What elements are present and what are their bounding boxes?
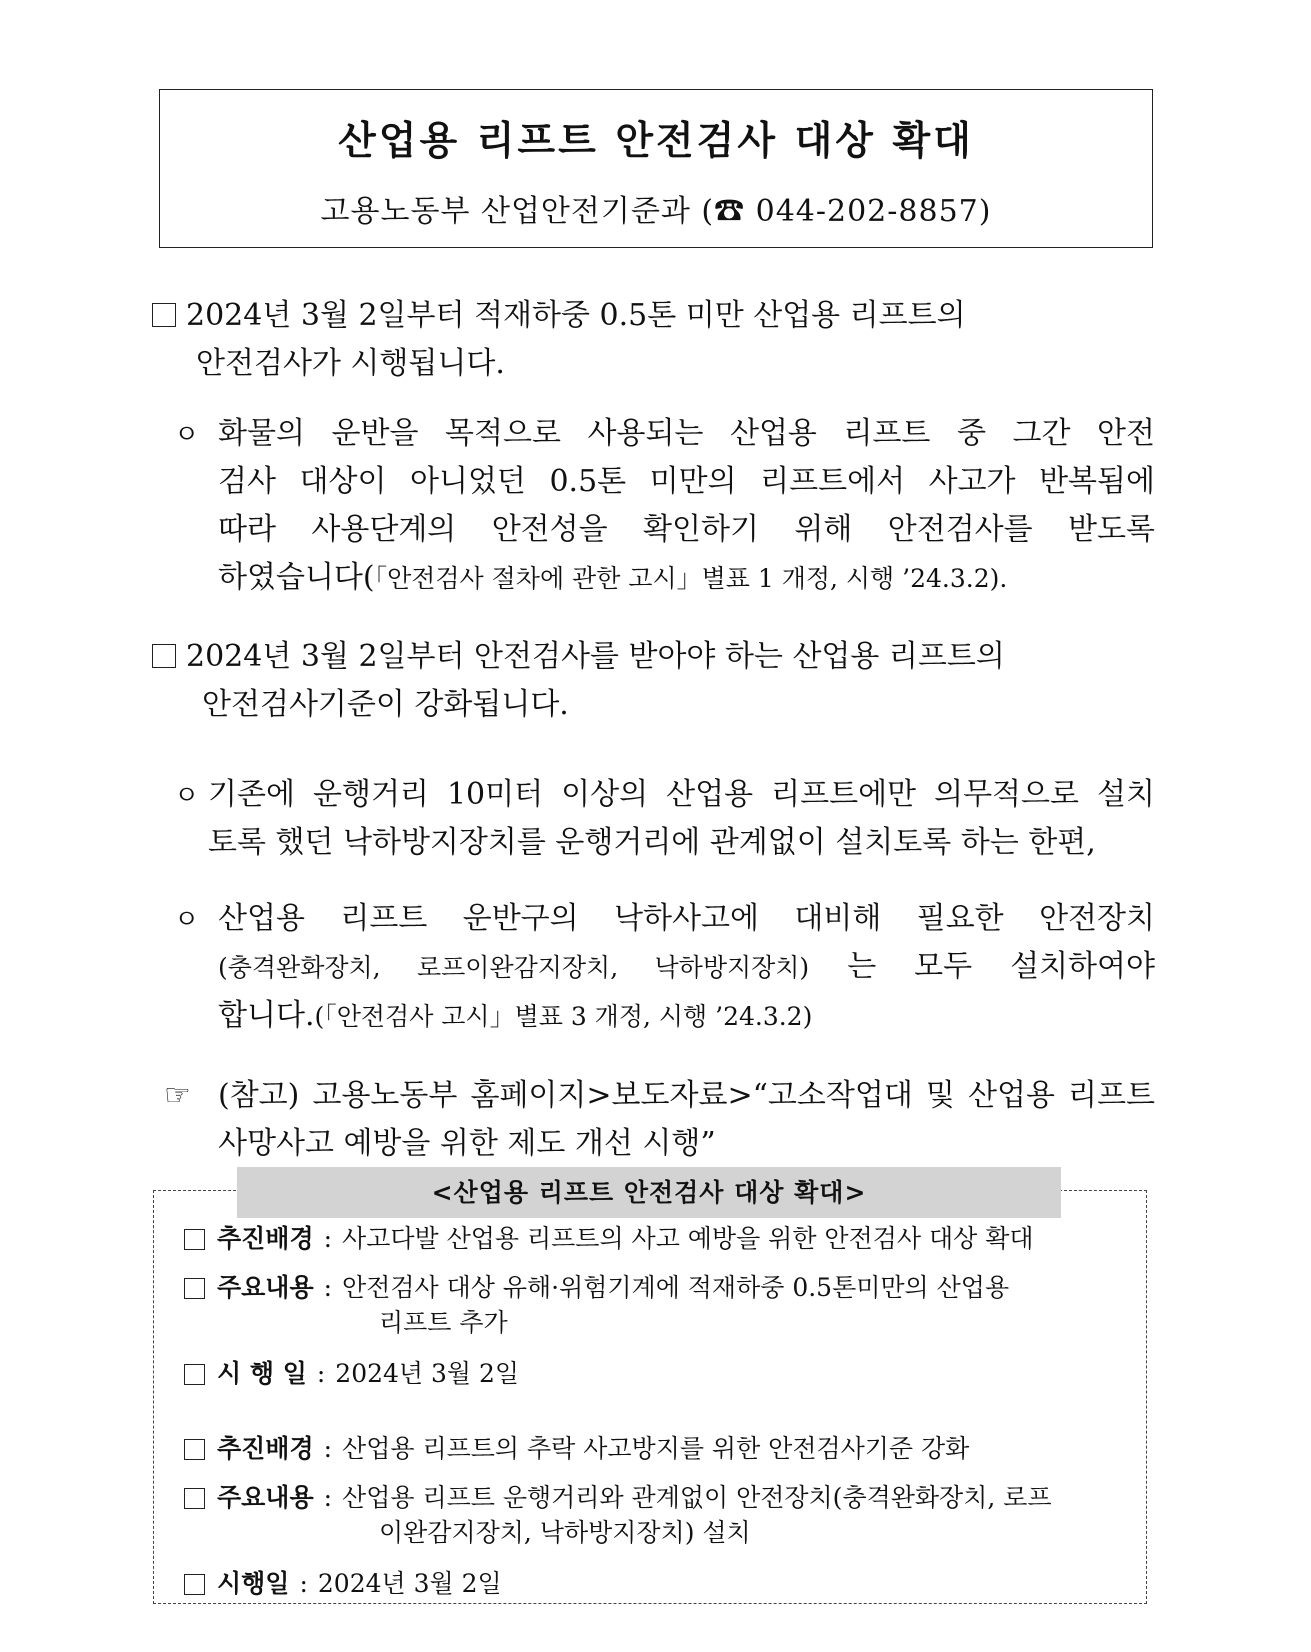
summary-title: <산업용 리프트 안전검사 대상 확대> bbox=[237, 1167, 1061, 1218]
section-1-bullet-line-4: 하였습니다( bbox=[218, 560, 375, 595]
checkbox-square-icon bbox=[152, 644, 176, 668]
section-2-heading bbox=[152, 633, 1005, 729]
section-2-line-1: 2024년 3월 2일부터 안전검사를 받아야 하는 산업용 리프트의 bbox=[186, 639, 1005, 674]
summary-label: 시행일 bbox=[217, 1569, 290, 1598]
section-2-bullet-2-reference: (「안전검사 고시」별표 3 개정, 시행 ’24.3.2) bbox=[314, 1002, 813, 1031]
reference-note bbox=[218, 1072, 1155, 1168]
section-1-bullet-line-2: 검사 대상이 아니었던 0.5톤 미만의 리프트에서 사고가 반복됨에 bbox=[218, 464, 1155, 499]
section-1-bullet-line-3: 따라 사용단계의 안전성을 확인하기 위해 안전검사를 받도록 bbox=[218, 512, 1155, 547]
summary-item-background-2: 추진배경 : 산업용 리프트의 추락 사고방지를 위한 안전검사기준 강화 bbox=[184, 1432, 969, 1466]
reference-line-2: 사망사고 예방을 위한 제도 개선 시행” bbox=[218, 1126, 716, 1161]
section-2-bullet-2-devices: (충격완화장치, 로프이완감지장치, 낙하방지장치) bbox=[218, 953, 810, 982]
checkbox-square-icon bbox=[184, 1364, 205, 1385]
section-2-bullet-2 bbox=[218, 895, 1155, 1041]
summary-text: 2024년 3월 2일 bbox=[335, 1359, 520, 1388]
summary-item-date-2: 시행일 : 2024년 3월 2일 bbox=[184, 1567, 502, 1601]
summary-text: 안전검사 대상 유해·위험기계에 적재하중 0.5톤미만의 산업용 bbox=[342, 1273, 1010, 1302]
page-title: 산업용 리프트 안전검사 대상 확대 bbox=[338, 118, 974, 164]
summary-label: 시 행 일 bbox=[217, 1359, 307, 1388]
summary-text: 산업용 리프트의 추락 사고방지를 위한 안전검사기준 강화 bbox=[342, 1434, 970, 1463]
summary-text: 산업용 리프트 운행거리와 관계없이 안전장치(충격완화장치, 로프 bbox=[342, 1483, 1052, 1512]
section-2-bullet-1 bbox=[208, 771, 1155, 867]
section-1-line-1: 2024년 3월 2일부터 적재하중 0.5톤 미만 산업용 리프트의 bbox=[186, 298, 966, 333]
section-1-heading bbox=[152, 292, 966, 388]
bullet-circle-icon: ㅇ bbox=[174, 781, 200, 811]
summary-item-content-2-cont: 이완감지장치, 낙하방지장치) 설치 bbox=[379, 1518, 751, 1547]
summary-item-date-1: 시 행 일 : 2024년 3월 2일 bbox=[184, 1357, 519, 1391]
section-2-line-2: 안전검사기준이 강화됩니다. bbox=[202, 687, 569, 722]
summary-item-content-2: 주요내용 : 산업용 리프트 운행거리와 관계없이 안전장치(충격완화장치, 로프 bbox=[184, 1481, 1052, 1515]
bullet-circle-icon: ㅇ bbox=[174, 420, 200, 450]
checkbox-square-icon bbox=[184, 1278, 205, 1299]
section-2-bullet-2-line-3: 합니다. bbox=[218, 998, 315, 1033]
section-1-line-2: 안전검사가 시행됩니다. bbox=[196, 346, 505, 381]
summary-label: 주요내용 bbox=[217, 1273, 314, 1302]
checkbox-square-icon bbox=[152, 303, 176, 327]
section-1-bullet bbox=[218, 410, 1155, 603]
summary-text: 2024년 3월 2일 bbox=[317, 1569, 502, 1598]
section-1-bullet-line-1: 화물의 운반을 목적으로 사용되는 산업용 리프트 중 그간 안전 bbox=[218, 416, 1155, 451]
checkbox-square-icon bbox=[184, 1439, 205, 1460]
department-contact: 고용노동부 산업안전기준과 (☎ 044-202-8857) bbox=[320, 194, 992, 229]
section-1-bullet-reference: 「안전검사 절차에 관한 고시」별표 1 개정, 시행 ’24.3.2). bbox=[374, 564, 1008, 593]
title-box bbox=[159, 89, 1153, 248]
section-2-bullet-2-line-2: 는 모두 설치하여야 bbox=[847, 949, 1155, 984]
summary-item-background-1: 추진배경 : 사고다발 산업용 리프트의 사고 예방을 위한 안전검사 대상 확대 bbox=[184, 1222, 1034, 1256]
section-2-bullet-1-line-1: 기존에 운행거리 10미터 이상의 산업용 리프트에만 의무적으로 설치 bbox=[208, 777, 1155, 812]
checkbox-square-icon bbox=[184, 1229, 205, 1250]
section-2-bullet-2-line-1: 산업용 리프트 운반구의 낙하사고에 대비해 필요한 안전장치 bbox=[218, 901, 1155, 936]
reference-line-1: (참고) 고용노동부 홈페이지>보도자료>“고소작업대 및 산업용 리프트 bbox=[218, 1078, 1155, 1113]
pointing-hand-icon: ☞ bbox=[164, 1078, 191, 1113]
summary-label: 추진배경 bbox=[217, 1224, 314, 1253]
summary-item-content-1: 주요내용 : 안전검사 대상 유해·위험기계에 적재하중 0.5톤미만의 산업용 bbox=[184, 1271, 1009, 1305]
summary-label: 추진배경 bbox=[217, 1434, 314, 1463]
bullet-circle-icon: ㅇ bbox=[174, 905, 200, 935]
summary-item-content-1-cont: 리프트 추가 bbox=[379, 1308, 508, 1337]
section-2-bullet-1-line-2: 토록 했던 낙하방지장치를 운행거리에 관계없이 설치토록 하는 한편, bbox=[208, 825, 1096, 860]
checkbox-square-icon bbox=[184, 1488, 205, 1509]
summary-text: 사고다발 산업용 리프트의 사고 예방을 위한 안전검사 대상 확대 bbox=[342, 1224, 1034, 1253]
checkbox-square-icon bbox=[184, 1574, 205, 1595]
summary-label: 주요내용 bbox=[217, 1483, 314, 1512]
